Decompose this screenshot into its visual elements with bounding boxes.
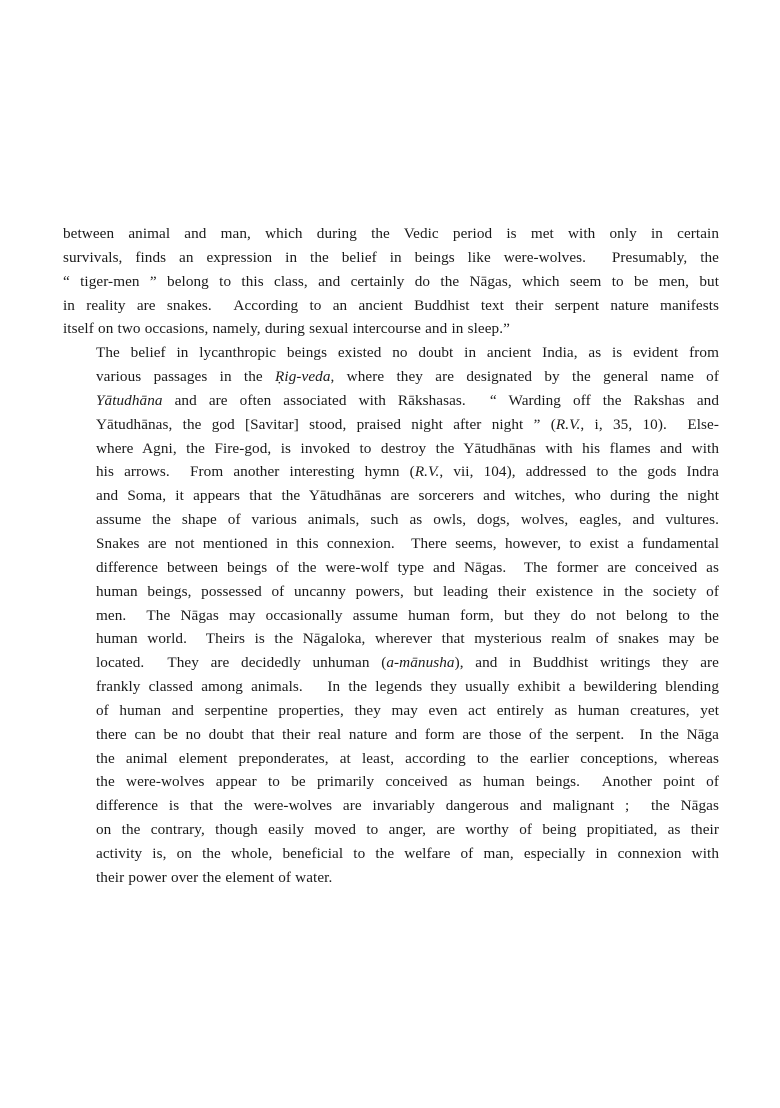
text-line: various passages in the Ṛig-veda, where they are designated by the general name of <box>96 368 719 386</box>
text-line: survivals, finds an expression in the belief in beings like were-wolves. Presumably, the <box>63 248 719 266</box>
text-line: itself on two occasions, namely, during sexual intercourse and in sleep.” <box>63 320 510 338</box>
text-line: “ tiger-men ” belong to this class, and certainly do the Nāgas, which seem to be men, but <box>63 272 719 290</box>
text-line: on the contrary, though easily moved to anger, are worthy of being propitiated, as their <box>96 821 719 839</box>
text-line: there can be no doubt that their real nature and form are those of the serpent. In the Nāga <box>96 725 719 743</box>
text-line: human world. Theirs is the Nāgaloka, wherever that mysterious realm of snakes may be <box>96 630 719 648</box>
text-line: located. They are decidedly unhuman (a-mānusha), and in Buddhist writings they are <box>96 654 719 672</box>
text-line: Snakes are not mentioned in this connexion. There seems, however, to exist a fundamental <box>96 534 719 552</box>
text-line: where Agni, the Fire-god, is invoked to destroy the Yātudhānas with his flames and with <box>96 439 719 457</box>
text-line: men. The Nāgas may occasionally assume human form, but they do not belong to the <box>96 606 719 624</box>
text-line: the animal element preponderates, at least, according to the earlier conceptions, whereas <box>96 749 719 767</box>
text-line: difference between beings of the were-wolf type and Nāgas. The former are conceived as <box>96 558 719 576</box>
paragraph-1 <box>63 222 719 341</box>
text-line: the were-wolves appear to be primarily conceived as human beings. Another point of <box>96 773 719 791</box>
text-line: difference is that the were-wolves are invariably dangerous and malignant ; the Nāgas <box>96 797 719 815</box>
text-line: The belief in lycanthropic beings existed no doubt in ancient India, as is evident from <box>96 344 719 362</box>
text-line: and Soma, it appears that the Yātudhānas are sorcerers and witches, who during the night <box>96 487 719 505</box>
text-line: of human and serpentine properties, they may even act entirely as human creatures, yet <box>96 701 719 719</box>
text-line: Yātudhānas, the god [Savitar] stood, praised night after night ” (R.V., i, 35, 10). Else- <box>96 415 719 433</box>
paragraph-2 <box>63 341 719 889</box>
text-line: between animal and man, which during the Vedic period is met with only in certain <box>63 225 719 242</box>
text-line: his arrows. From another interesting hymn (R.V., vii, 104), addressed to the gods Indra <box>96 463 719 481</box>
text-line: human beings, possessed of uncanny powers, but leading their existence in the society of <box>96 582 719 600</box>
text-line: frankly classed among animals. In the legends they usually exhibit a bewildering blending <box>96 678 719 696</box>
text-line: activity is, on the whole, beneficial to the welfare of man, especially in connexion with <box>96 844 719 862</box>
text-line: assume the shape of various animals, such as owls, dogs, wolves, eagles, and vultures. <box>96 511 719 529</box>
page-text-block <box>63 222 719 890</box>
text-line: Yātudhāna and are often associated with Rākshasas. “ Warding off the Rakshas and <box>96 391 719 409</box>
text-line: their power over the element of water. <box>96 868 333 886</box>
text-line: in reality are snakes. According to an ancient Buddhist text their serpent nature manifests <box>63 296 719 314</box>
